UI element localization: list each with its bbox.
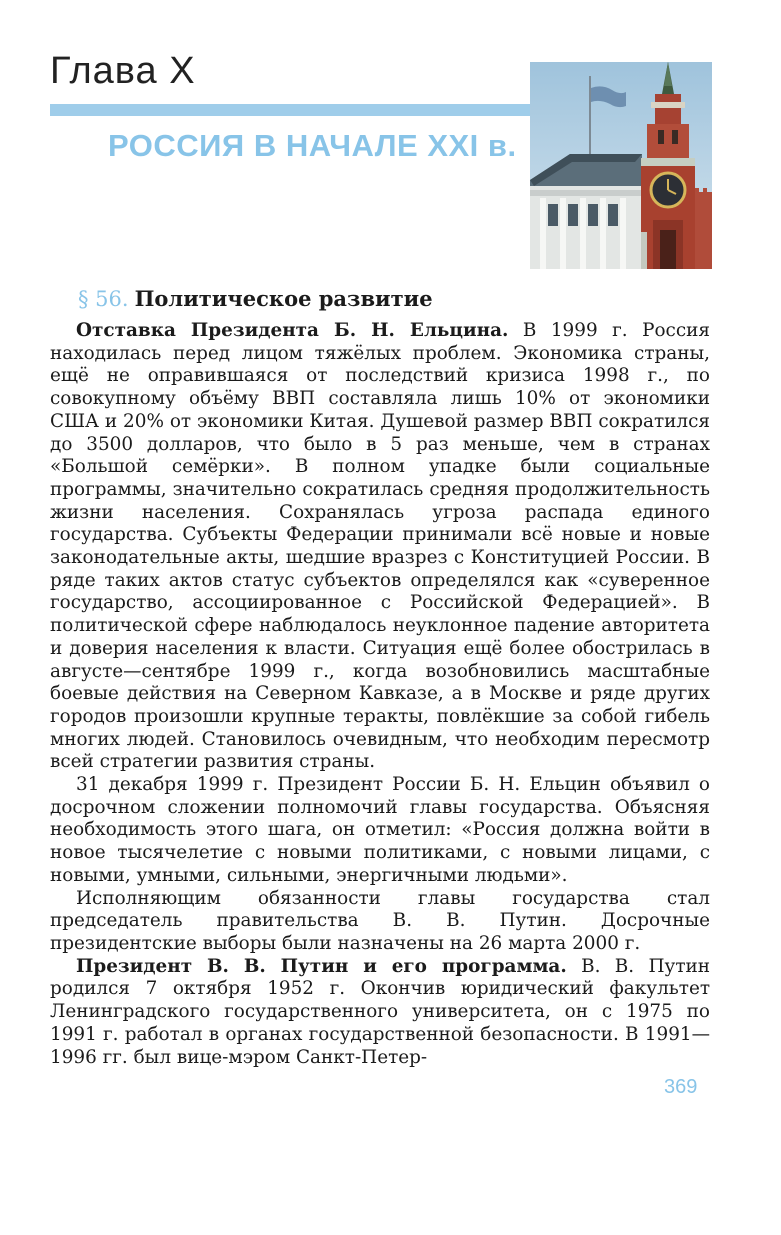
paragraph xyxy=(50,774,710,888)
run-in-heading: Отставка Президента Б. Н. Ельцина. xyxy=(76,320,509,341)
page-number: 369 xyxy=(664,1076,698,1098)
paragraph-text: В 1999 г. Россия находилась перед лицом тяжёлых проблем. Экономика страны, ещё не оправившаяся от последствий кризиса 1998 г., по совокупному объёму ВВП составляла лишь 10% от экономики США и 20% от экономики Китая. Душевой размер ВВП сократился до 3500 долларов, что было в 5 раз меньше, чем в странах «Большой семёрки». В полном упадке были социальные программы, значительно сократилась средняя продолжительность жизни населения. Сохранялась угроза распада единого государства. Субъекты Федерации принимали всё новые и новые законодательные акты, шедшие вразрез с Конституцией России. В ряде таких актов статус субъектов определялся как «суверенное государство, ассоциированное с Российской Федерацией». В политической сфере наблюдалось неуклонное падение авторитета и доверия населения к власти. Ситуация ещё более обострилась в августе—сентябре 1999 г., когда возобновились масштабные боевые действия на Северном Кавказе, а в Москве и ряде других городов произошли крупные теракты, повлёкшие за собой гибель многих людей. Становилось очевидным, что необходим пересмотр всей стратегии развития страны. xyxy=(50,320,710,773)
chapter-label: Глава X xyxy=(50,50,196,92)
paragraph-text: Исполняющим обязанности главы государства стал председатель правительства В. В. Путин. Досрочные президентские выборы были назначены на 26 марта 2000 г. xyxy=(50,887,710,954)
body-text xyxy=(50,320,710,1069)
paragraph xyxy=(50,956,710,1070)
run-in-heading: Президент В. В. Путин и его программа. xyxy=(76,955,567,977)
section-number: § 56. xyxy=(78,287,129,311)
paragraph xyxy=(50,888,710,956)
chapter-title: РОССИЯ В НАЧАЛЕ XXI в. xyxy=(108,128,517,163)
paragraph-text: В. В. Путин родился 7 октября 1952 г. Окончив юридический факультет Ленинградского государственного университета, он с 1975 по 1991 г. работал в органах государственной безопасности. В 1991—1996 гг. был вице-мэром Санкт-Петер- xyxy=(50,955,711,1068)
kremlin-photo xyxy=(530,62,712,269)
paragraph-text: 31 декабря 1999 г. Президент России Б. Н. Ельцин объявил о досрочном сложении полномочий главы государства. Объясняя необходимость этого шага, он отметил: «Россия должна войти в новое тысячелетие с новыми политиками, с новыми лицами, с новыми, умными, сильными, энергичными людьми». xyxy=(50,774,710,886)
chapter-divider xyxy=(50,104,532,116)
section-heading xyxy=(78,286,433,311)
paragraph xyxy=(50,320,710,774)
section-title: Политическое развитие xyxy=(134,286,433,311)
